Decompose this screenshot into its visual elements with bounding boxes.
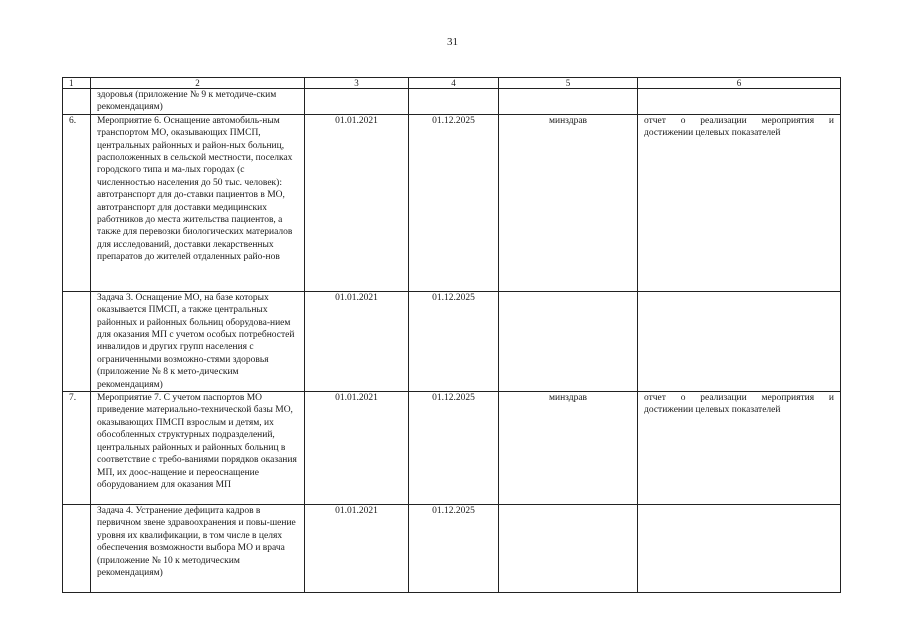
row-executor xyxy=(499,291,638,391)
row-description: Мероприятие 7. С учетом паспортов МО приведение материально-технической базы МО, оказывающих ПМСП взрослым и детям, их обособленных структурных подразделений, центральных районных и районных больниц в соответствие с требо-ваниями порядков оказания МП, их доос-нащение и переоснащение оборудованием для оказания МП xyxy=(91,392,305,505)
table-row xyxy=(63,291,841,391)
row-number xyxy=(63,89,91,115)
row-end-date: 01.12.2025 xyxy=(409,392,499,505)
row-start-date: 01.01.2021 xyxy=(305,291,409,391)
table-header-row xyxy=(63,78,841,89)
row-start-date: 01.01.2021 xyxy=(305,114,409,291)
row-end-date: 01.12.2025 xyxy=(409,505,499,593)
column-header-1: 1 xyxy=(63,78,91,89)
row-start-date: 01.01.2021 xyxy=(305,392,409,505)
table-row xyxy=(63,114,841,291)
row-executor: минздрав xyxy=(499,392,638,505)
column-header-2: 2 xyxy=(91,78,305,89)
column-header-4: 4 xyxy=(409,78,499,89)
row-end-date: 01.12.2025 xyxy=(409,291,499,391)
row-result xyxy=(638,505,841,593)
column-header-6: 6 xyxy=(638,78,841,89)
row-number: 7. xyxy=(63,392,91,505)
row-description: Задача 3. Оснащение МО, на базе которых оказывается ПМСП, а также центральных районных и районных больниц оборудова-нием для оказания МП с учетом особых потребностей инвалидов и других групп населения с ограниченными возможно-стями здоровья (приложение № 8 к мето-дическим рекомендациям) xyxy=(91,291,305,391)
row-result: отчет о реализации мероприятия и достижении целевых показателей xyxy=(638,392,841,505)
row-start-date: 01.01.2021 xyxy=(305,505,409,593)
column-header-3: 3 xyxy=(305,78,409,89)
plan-table xyxy=(62,77,841,593)
row-start-date xyxy=(305,89,409,115)
table-row xyxy=(63,89,841,115)
row-end-date xyxy=(409,89,499,115)
row-end-date: 01.12.2025 xyxy=(409,114,499,291)
row-result xyxy=(638,291,841,391)
row-number: 6. xyxy=(63,114,91,291)
table-row xyxy=(63,505,841,593)
row-executor xyxy=(499,505,638,593)
column-header-5: 5 xyxy=(499,78,638,89)
row-number xyxy=(63,505,91,593)
row-executor: минздрав xyxy=(499,114,638,291)
row-description: здоровья (приложение № 9 к методиче-ским рекомендациям) xyxy=(91,89,305,115)
row-result xyxy=(638,89,841,115)
row-executor xyxy=(499,89,638,115)
table-row xyxy=(63,392,841,505)
row-number xyxy=(63,291,91,391)
row-result: отчет о реализации мероприятия и достижении целевых показателей xyxy=(638,114,841,291)
row-description: Мероприятие 6. Оснащение автомобиль-ным транспортом МО, оказывающих ПМСП, центральных районных и район-ных больниц, расположенных в сельской местности, поселках городского типа и ма-лых городах (с численностью населения до 50 тыс. человек): автотранспорт для до-ставки пациентов в МО, автотранспорт для доставки медицинских работников до места жительства пациентов, а также для перевозки биологических материалов для исследований, доставки лекарственных препаратов до жителей отдаленных райо-нов xyxy=(91,114,305,291)
row-description: Задача 4. Устранение дефицита кадров в первичном звене здравоохранения и повы-шение уровня их квалификации, в том числе в целях обеспечения возможности выбора МО и врача (приложение № 10 к методическим рекомендациям) xyxy=(91,505,305,593)
page-number: 31 xyxy=(447,36,458,48)
